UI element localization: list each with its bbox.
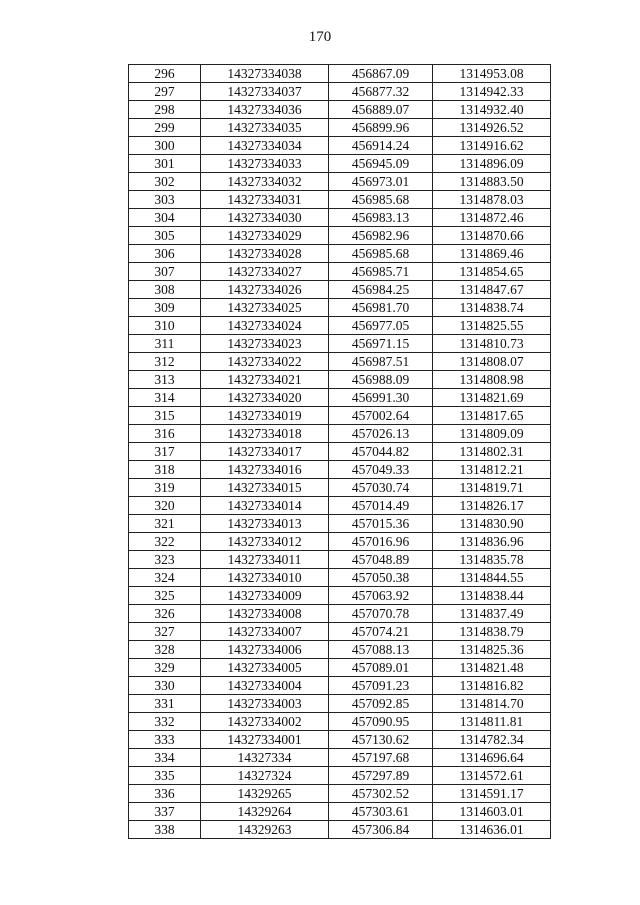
point-number-cell: 325 [129, 587, 201, 605]
point-id-cell: 14327334028 [201, 245, 329, 263]
y-coordinate-cell: 1314830.90 [433, 515, 551, 533]
y-coordinate-cell: 1314636.01 [433, 821, 551, 839]
point-id-cell: 14327334004 [201, 677, 329, 695]
point-number-cell: 319 [129, 479, 201, 497]
point-id-cell: 14327334032 [201, 173, 329, 191]
x-coordinate-cell: 457015.36 [329, 515, 433, 533]
point-id-cell: 14327334037 [201, 83, 329, 101]
point-id-cell: 14327334029 [201, 227, 329, 245]
y-coordinate-cell: 1314896.09 [433, 155, 551, 173]
point-id-cell: 14327334038 [201, 65, 329, 83]
table-row [129, 227, 551, 245]
y-coordinate-cell: 1314838.44 [433, 587, 551, 605]
x-coordinate-cell: 456987.51 [329, 353, 433, 371]
y-coordinate-cell: 1314802.31 [433, 443, 551, 461]
point-id-cell: 14327334017 [201, 443, 329, 461]
x-coordinate-cell: 456985.71 [329, 263, 433, 281]
table-row [129, 515, 551, 533]
y-coordinate-cell: 1314847.67 [433, 281, 551, 299]
point-id-cell: 14327334008 [201, 605, 329, 623]
table-row [129, 497, 551, 515]
x-coordinate-cell: 456983.13 [329, 209, 433, 227]
table-row [129, 569, 551, 587]
table-row [129, 209, 551, 227]
x-coordinate-cell: 457090.95 [329, 713, 433, 731]
x-coordinate-cell: 457091.23 [329, 677, 433, 695]
x-coordinate-cell: 456982.96 [329, 227, 433, 245]
point-number-cell: 318 [129, 461, 201, 479]
x-coordinate-cell: 457197.68 [329, 749, 433, 767]
point-id-cell: 14327334033 [201, 155, 329, 173]
y-coordinate-cell: 1314821.48 [433, 659, 551, 677]
point-number-cell: 296 [129, 65, 201, 83]
y-coordinate-cell: 1314942.33 [433, 83, 551, 101]
point-id-cell: 14327334003 [201, 695, 329, 713]
point-id-cell: 14327334009 [201, 587, 329, 605]
point-id-cell: 14327334024 [201, 317, 329, 335]
y-coordinate-cell: 1314926.52 [433, 119, 551, 137]
point-number-cell: 306 [129, 245, 201, 263]
point-id-cell: 14327334019 [201, 407, 329, 425]
point-id-cell: 14327334036 [201, 101, 329, 119]
point-id-cell: 14329265 [201, 785, 329, 803]
x-coordinate-cell: 456985.68 [329, 245, 433, 263]
table-row [129, 659, 551, 677]
point-id-cell: 14327334005 [201, 659, 329, 677]
table-row [129, 551, 551, 569]
point-id-cell: 14327324 [201, 767, 329, 785]
y-coordinate-cell: 1314696.64 [433, 749, 551, 767]
point-id-cell: 14327334016 [201, 461, 329, 479]
point-number-cell: 331 [129, 695, 201, 713]
point-id-cell: 14327334001 [201, 731, 329, 749]
x-coordinate-cell: 457044.82 [329, 443, 433, 461]
table-row [129, 533, 551, 551]
table-row [129, 83, 551, 101]
x-coordinate-cell: 457297.89 [329, 767, 433, 785]
point-number-cell: 323 [129, 551, 201, 569]
y-coordinate-cell: 1314825.36 [433, 641, 551, 659]
coordinates-table [128, 64, 551, 839]
point-number-cell: 329 [129, 659, 201, 677]
x-coordinate-cell: 456977.05 [329, 317, 433, 335]
y-coordinate-cell: 1314870.66 [433, 227, 551, 245]
point-number-cell: 314 [129, 389, 201, 407]
table-row [129, 119, 551, 137]
x-coordinate-cell: 457089.01 [329, 659, 433, 677]
page-number: 170 [308, 29, 332, 45]
y-coordinate-cell: 1314816.82 [433, 677, 551, 695]
y-coordinate-cell: 1314836.96 [433, 533, 551, 551]
y-coordinate-cell: 1314572.61 [433, 767, 551, 785]
y-coordinate-cell: 1314603.01 [433, 803, 551, 821]
x-coordinate-cell: 457002.64 [329, 407, 433, 425]
point-number-cell: 315 [129, 407, 201, 425]
point-number-cell: 328 [129, 641, 201, 659]
table-row [129, 587, 551, 605]
y-coordinate-cell: 1314810.73 [433, 335, 551, 353]
point-number-cell: 313 [129, 371, 201, 389]
point-number-cell: 322 [129, 533, 201, 551]
point-number-cell: 298 [129, 101, 201, 119]
point-id-cell: 14327334012 [201, 533, 329, 551]
y-coordinate-cell: 1314878.03 [433, 191, 551, 209]
point-number-cell: 334 [129, 749, 201, 767]
point-number-cell: 303 [129, 191, 201, 209]
point-number-cell: 335 [129, 767, 201, 785]
table-row [129, 245, 551, 263]
y-coordinate-cell: 1314809.09 [433, 425, 551, 443]
point-number-cell: 333 [129, 731, 201, 749]
y-coordinate-cell: 1314838.74 [433, 299, 551, 317]
point-id-cell: 14327334007 [201, 623, 329, 641]
table-row [129, 101, 551, 119]
point-id-cell: 14327334034 [201, 137, 329, 155]
x-coordinate-cell: 457063.92 [329, 587, 433, 605]
x-coordinate-cell: 457014.49 [329, 497, 433, 515]
x-coordinate-cell: 457306.84 [329, 821, 433, 839]
point-id-cell: 14329263 [201, 821, 329, 839]
point-number-cell: 301 [129, 155, 201, 173]
table-row [129, 173, 551, 191]
table-row [129, 479, 551, 497]
x-coordinate-cell: 457130.62 [329, 731, 433, 749]
x-coordinate-cell: 457303.61 [329, 803, 433, 821]
point-number-cell: 324 [129, 569, 201, 587]
x-coordinate-cell: 456914.24 [329, 137, 433, 155]
point-id-cell: 14327334020 [201, 389, 329, 407]
y-coordinate-cell: 1314591.17 [433, 785, 551, 803]
y-coordinate-cell: 1314819.71 [433, 479, 551, 497]
point-number-cell: 299 [129, 119, 201, 137]
x-coordinate-cell: 456899.96 [329, 119, 433, 137]
x-coordinate-cell: 457088.13 [329, 641, 433, 659]
point-number-cell: 336 [129, 785, 201, 803]
point-id-cell: 14327334018 [201, 425, 329, 443]
y-coordinate-cell: 1314854.65 [433, 263, 551, 281]
y-coordinate-cell: 1314814.70 [433, 695, 551, 713]
point-id-cell: 14329264 [201, 803, 329, 821]
table-row [129, 281, 551, 299]
point-id-cell: 14327334 [201, 749, 329, 767]
point-id-cell: 14327334015 [201, 479, 329, 497]
x-coordinate-cell: 457070.78 [329, 605, 433, 623]
point-id-cell: 14327334030 [201, 209, 329, 227]
point-id-cell: 14327334010 [201, 569, 329, 587]
table-row [129, 137, 551, 155]
table-row [129, 155, 551, 173]
x-coordinate-cell: 457016.96 [329, 533, 433, 551]
x-coordinate-cell: 457302.52 [329, 785, 433, 803]
table-row [129, 299, 551, 317]
point-number-cell: 320 [129, 497, 201, 515]
table-row [129, 713, 551, 731]
point-number-cell: 300 [129, 137, 201, 155]
y-coordinate-cell: 1314838.79 [433, 623, 551, 641]
y-coordinate-cell: 1314916.62 [433, 137, 551, 155]
point-number-cell: 311 [129, 335, 201, 353]
y-coordinate-cell: 1314953.08 [433, 65, 551, 83]
point-id-cell: 14327334027 [201, 263, 329, 281]
x-coordinate-cell: 456877.32 [329, 83, 433, 101]
y-coordinate-cell: 1314782.34 [433, 731, 551, 749]
point-number-cell: 307 [129, 263, 201, 281]
x-coordinate-cell: 456991.30 [329, 389, 433, 407]
table-row [129, 623, 551, 641]
y-coordinate-cell: 1314808.98 [433, 371, 551, 389]
y-coordinate-cell: 1314826.17 [433, 497, 551, 515]
point-number-cell: 302 [129, 173, 201, 191]
y-coordinate-cell: 1314835.78 [433, 551, 551, 569]
table-row [129, 641, 551, 659]
point-id-cell: 14327334031 [201, 191, 329, 209]
x-coordinate-cell: 457030.74 [329, 479, 433, 497]
y-coordinate-cell: 1314844.55 [433, 569, 551, 587]
y-coordinate-cell: 1314869.46 [433, 245, 551, 263]
point-id-cell: 14327334035 [201, 119, 329, 137]
y-coordinate-cell: 1314821.69 [433, 389, 551, 407]
table-row [129, 263, 551, 281]
table-row [129, 371, 551, 389]
point-number-cell: 310 [129, 317, 201, 335]
table-row [129, 731, 551, 749]
x-coordinate-cell: 456889.07 [329, 101, 433, 119]
x-coordinate-cell: 456988.09 [329, 371, 433, 389]
table-row [129, 425, 551, 443]
x-coordinate-cell: 456945.09 [329, 155, 433, 173]
point-number-cell: 337 [129, 803, 201, 821]
table-row [129, 803, 551, 821]
table-row [129, 389, 551, 407]
x-coordinate-cell: 456981.70 [329, 299, 433, 317]
table-row [129, 785, 551, 803]
table-row [129, 407, 551, 425]
point-id-cell: 14327334002 [201, 713, 329, 731]
table-row [129, 461, 551, 479]
point-number-cell: 304 [129, 209, 201, 227]
point-number-cell: 321 [129, 515, 201, 533]
point-id-cell: 14327334025 [201, 299, 329, 317]
y-coordinate-cell: 1314808.07 [433, 353, 551, 371]
point-id-cell: 14327334021 [201, 371, 329, 389]
point-number-cell: 332 [129, 713, 201, 731]
table-row [129, 605, 551, 623]
x-coordinate-cell: 457026.13 [329, 425, 433, 443]
y-coordinate-cell: 1314812.21 [433, 461, 551, 479]
y-coordinate-cell: 1314837.49 [433, 605, 551, 623]
point-id-cell: 14327334023 [201, 335, 329, 353]
point-number-cell: 312 [129, 353, 201, 371]
point-number-cell: 327 [129, 623, 201, 641]
point-id-cell: 14327334006 [201, 641, 329, 659]
table-row [129, 191, 551, 209]
x-coordinate-cell: 457074.21 [329, 623, 433, 641]
table-row [129, 317, 551, 335]
y-coordinate-cell: 1314883.50 [433, 173, 551, 191]
point-number-cell: 297 [129, 83, 201, 101]
table-row [129, 767, 551, 785]
table-row [129, 821, 551, 839]
x-coordinate-cell: 456867.09 [329, 65, 433, 83]
x-coordinate-cell: 457049.33 [329, 461, 433, 479]
table-row [129, 335, 551, 353]
y-coordinate-cell: 1314817.65 [433, 407, 551, 425]
table-row [129, 353, 551, 371]
point-id-cell: 14327334026 [201, 281, 329, 299]
point-number-cell: 308 [129, 281, 201, 299]
y-coordinate-cell: 1314932.40 [433, 101, 551, 119]
x-coordinate-cell: 457092.85 [329, 695, 433, 713]
table-row [129, 65, 551, 83]
point-number-cell: 326 [129, 605, 201, 623]
x-coordinate-cell: 456971.15 [329, 335, 433, 353]
y-coordinate-cell: 1314872.46 [433, 209, 551, 227]
coordinates-table-body [129, 65, 551, 839]
point-id-cell: 14327334014 [201, 497, 329, 515]
point-number-cell: 330 [129, 677, 201, 695]
point-number-cell: 316 [129, 425, 201, 443]
point-number-cell: 305 [129, 227, 201, 245]
x-coordinate-cell: 456973.01 [329, 173, 433, 191]
point-number-cell: 317 [129, 443, 201, 461]
point-id-cell: 14327334011 [201, 551, 329, 569]
x-coordinate-cell: 456984.25 [329, 281, 433, 299]
y-coordinate-cell: 1314811.81 [433, 713, 551, 731]
x-coordinate-cell: 456985.68 [329, 191, 433, 209]
point-id-cell: 14327334022 [201, 353, 329, 371]
point-number-cell: 309 [129, 299, 201, 317]
point-id-cell: 14327334013 [201, 515, 329, 533]
x-coordinate-cell: 457050.38 [329, 569, 433, 587]
point-number-cell: 338 [129, 821, 201, 839]
table-row [129, 695, 551, 713]
table-row [129, 677, 551, 695]
y-coordinate-cell: 1314825.55 [433, 317, 551, 335]
table-row [129, 749, 551, 767]
x-coordinate-cell: 457048.89 [329, 551, 433, 569]
table-row [129, 443, 551, 461]
